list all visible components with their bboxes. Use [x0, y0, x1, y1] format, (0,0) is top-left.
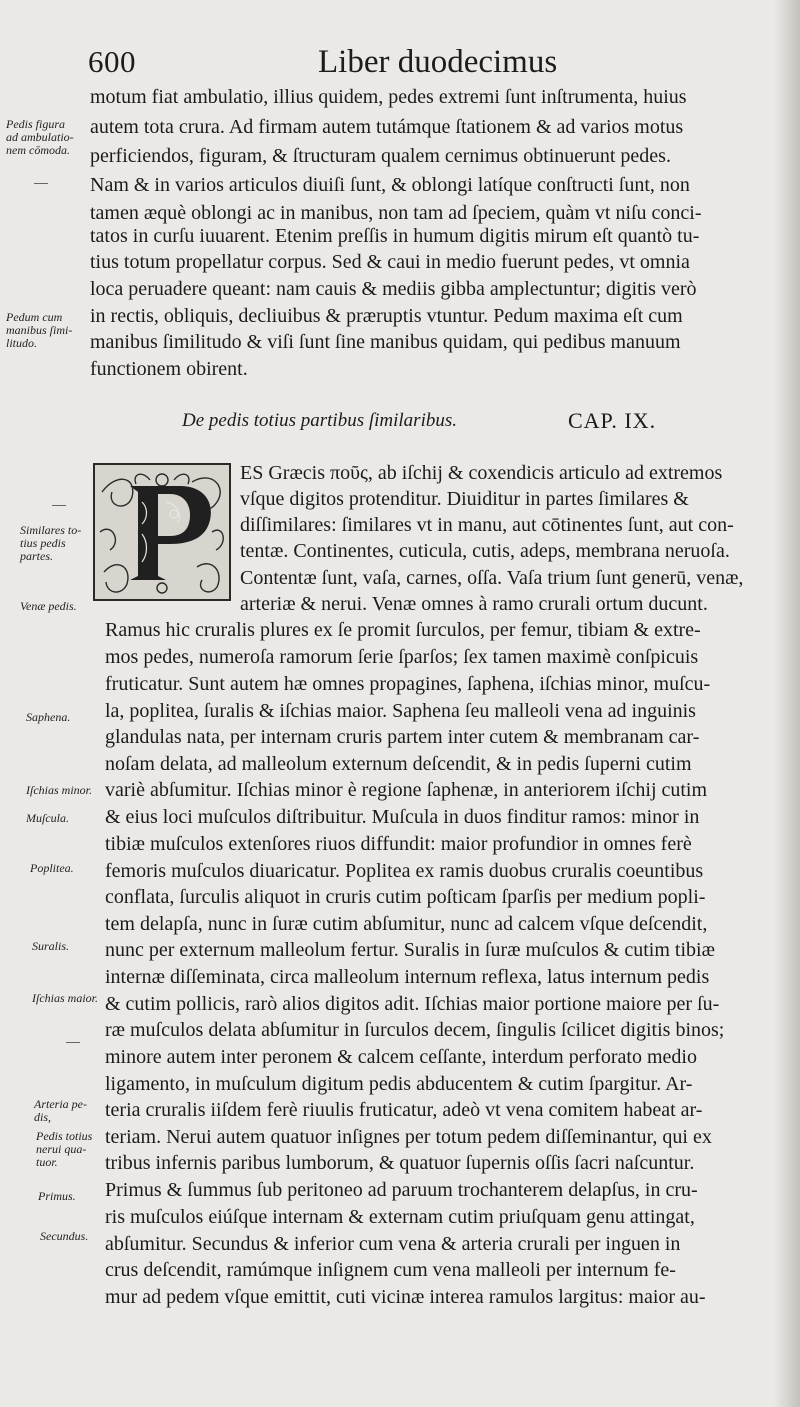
- chapter-title: De pedis totius partibus ſimilaribus.: [182, 410, 457, 431]
- margin-line: Arteria pe-: [34, 1097, 87, 1111]
- page-edge-shadow: [774, 0, 800, 1407]
- text-line: functionem obirent.: [90, 358, 248, 380]
- text-line: la, poplitea, ſuralis & iſchias maior. Saphena ſeu malleoli vena ad inguinis: [105, 700, 696, 722]
- text-line: mur ad pedem vſque emittit, cuti vicinæ interea ramulos largitus: maior au-: [105, 1286, 706, 1308]
- text-line: autem tota crura. Ad firmam autem tutámque ſtationem & ad varios motus: [90, 116, 684, 138]
- margin-line: litudo.: [6, 336, 38, 350]
- text-line: conflata, ſurculis aliquot in cruris cutim poſticam ſparſis per medium popli-: [105, 886, 706, 908]
- margin-note-muscula: [26, 812, 69, 825]
- margin-note-similares: [20, 524, 81, 563]
- text-line: arteriæ & nerui. Venæ omnes à ramo crurali ortum ducunt.: [240, 593, 708, 615]
- margin-line: Iſchias maior.: [32, 991, 98, 1005]
- initial-letter: [92, 462, 232, 602]
- text-line: manibus ſimilitudo & viſi ſunt ſine manibus quidam, qui pedibus manuum: [90, 331, 681, 353]
- text-line: ES Græcis ποῦς, ab iſchij & coxendicis articulo ad extremos: [240, 462, 723, 484]
- text-line: mos pedes, numeroſa ramorum ſerie ſparſos; ſex tamen maximè conſpicuis: [105, 646, 699, 668]
- margin-note-nervi: [36, 1130, 92, 1169]
- margin-note-poplitea: [30, 862, 74, 875]
- text-line: tius totum propellatur corpus. Sed & caui in medio fuerunt pedes, vt omnia: [90, 251, 690, 273]
- margin-line: tius pedis: [20, 536, 66, 550]
- text-line: ris muſculos eiúſque internam & externam cutim priuſquam genu attingat,: [105, 1206, 695, 1228]
- margin-note-pedis-figura: [6, 118, 74, 157]
- page-number: 600: [88, 44, 136, 79]
- margin-dash: [34, 183, 48, 184]
- text-line: abſumitur. Secundus & inferior cum vena & arteria crurali per inguen in: [105, 1233, 681, 1255]
- margin-note-ischias-minor: [26, 784, 92, 797]
- text-line: perficiendos, figuram, & ſtructuram qualem cernimus obtinuerunt pedes.: [90, 145, 671, 167]
- margin-line: nem cōmoda.: [6, 143, 70, 157]
- margin-dash: [66, 1042, 80, 1043]
- margin-note-primus: [38, 1190, 76, 1203]
- margin-line: Secundus.: [40, 1229, 89, 1243]
- margin-line: Suralis.: [32, 939, 70, 953]
- text-line: tatos in curſu iuuarent. Etenim preſſis in humum digitis mirum eſt quantò tu-: [90, 225, 700, 247]
- text-line: & eius loci muſculos diſtribuitur. Muſcula in duos finditur ramos: minor in: [105, 806, 700, 828]
- text-line: tamen æquè oblongi ac in manibus, non tam ad ſpeciem, quàm vt niſu conci-: [90, 202, 702, 224]
- margin-line: Pedis totius: [36, 1129, 93, 1143]
- margin-line: Muſcula.: [26, 811, 69, 825]
- text-line: in rectis, obliquis, decliuibus & præruptis vtuntur. Pedum maxima eſt cum: [90, 305, 683, 327]
- text-line: Ramus hic cruralis plures ex ſe promit ſurculos, per femur, tibiam & extre-: [105, 619, 701, 641]
- margin-line: manibus ſimi-: [6, 323, 73, 337]
- decorated-initial-p: [92, 462, 232, 602]
- margin-note-suralis: [32, 940, 69, 953]
- margin-line: Pedum cum: [6, 310, 63, 324]
- text-line: loca peruadere queant: nam cauis & mediis gibba amplectuntur; digitis verò: [90, 278, 697, 300]
- text-line: teria cruralis iiſdem ferè riuulis fruticatur, adeò vt vena comitem habeat ar-: [105, 1099, 703, 1121]
- margin-line: Saphena.: [26, 710, 71, 724]
- margin-line: Similares to-: [20, 523, 82, 537]
- text-line: tibiæ muſculos extenſores riuos diffundit: maior profundior in omnes ferè: [105, 833, 692, 855]
- margin-note-arteria: [34, 1098, 87, 1124]
- text-line: fruticatur. Sunt autem hæ omnes propagines, ſaphena, iſchias minor, muſcu-: [105, 673, 711, 695]
- text-line: & cutim pollicis, rarò alios digitos adit. Iſchias maior portione maiore per ſu-: [105, 993, 720, 1015]
- text-line: Primus & ſummus ſub peritoneo ad paruum trochanterem delapſus, in cru-: [105, 1179, 698, 1201]
- text-line: Nam & in varios articulos diuiſi ſunt, & oblongi latíque conſtructi ſunt, non: [90, 174, 690, 196]
- margin-line: Venæ pedis.: [20, 599, 77, 613]
- margin-note-saphena: [26, 711, 70, 724]
- running-title: Liber duodecimus: [318, 44, 558, 80]
- text-line: tentæ. Continentes, cuticula, cutis, adeps, membrana neruoſa.: [240, 540, 730, 562]
- text-line: teriam. Nerui autem quatuor inſignes per totum pedem diſſeminantur, qui ex: [105, 1126, 712, 1148]
- text-line: nunc per externum malleolum fertur. Suralis in ſuræ muſculos & cutim tibiæ: [105, 939, 715, 961]
- margin-note-venae-pedis: [20, 600, 77, 613]
- margin-line: Poplitea.: [30, 861, 74, 875]
- text-line: minore autem inter peronem & calcem ceſſante, interdum perforato medio: [105, 1046, 697, 1068]
- text-line: tem delapſa, nunc in ſuræ cutim abſumitur, nunc ad calcem vſque deſcendit,: [105, 913, 708, 935]
- margin-line: ad ambulatio-: [6, 130, 74, 144]
- text-line: glandulas nata, per internam cruris partem inter cutem & membranam car-: [105, 726, 700, 748]
- text-line: Contentæ ſunt, vaſa, carnes, oſſa. Vaſa trium ſunt generū, venæ,: [240, 567, 744, 589]
- margin-line: nerui qua-: [36, 1142, 87, 1156]
- margin-line: Pedis figura: [6, 117, 65, 131]
- text-line: variè abſumitur. Iſchias minor è regione ſaphenæ, in anteriorem iſchij cutim: [105, 779, 708, 801]
- text-line: noſam delata, ad malleolum externum deſcendit, & in pedis ſuperni cutim: [105, 753, 692, 775]
- margin-line: Primus.: [38, 1189, 76, 1203]
- chapter-number: CAP. IX.: [568, 408, 657, 433]
- margin-line: Iſchias minor.: [26, 783, 92, 797]
- margin-line: dis,: [34, 1110, 52, 1124]
- margin-line: tuor.: [36, 1155, 58, 1169]
- margin-note-ischias-maior: [32, 992, 98, 1005]
- margin-note-pedum-cum: [6, 311, 72, 350]
- text-line: ligamento, in muſculum digitum pedis abducentem & cutim ſpargitur. Ar-: [105, 1073, 693, 1095]
- text-line: vſque digitos protenditur. Diuiditur in partes ſimilares &: [240, 488, 689, 510]
- margin-note-secundus: [40, 1230, 88, 1243]
- text-line: femoris muſculos diuaricatur. Poplitea ex ramis duobus cruralis coeuntibus: [105, 860, 704, 882]
- text-line: motum fiat ambulatio, illius quidem, pedes extremi ſunt inſtrumenta, huius: [90, 86, 687, 108]
- text-line: crus deſcendit, ramúmque inſignem cum vena malleoli per internum fe-: [105, 1259, 676, 1281]
- text-line: ræ muſculos delata abſumitur in ſurculos decem, ſingulis ſcilicet digitis binos;: [105, 1019, 725, 1041]
- margin-dash: [52, 505, 66, 506]
- margin-line: partes.: [20, 549, 53, 563]
- text-line: tribus infernis paribus lumborum, & quatuor ſupernis oſſis ſacri naſcuntur.: [105, 1152, 695, 1174]
- text-line: internæ diſſeminata, circa malleolum internum reflexa, latus internum pedis: [105, 966, 710, 988]
- text-line: diſſimilares: ſimilares vt in manu, aut cōtinentes ſunt, aut con-: [240, 514, 734, 536]
